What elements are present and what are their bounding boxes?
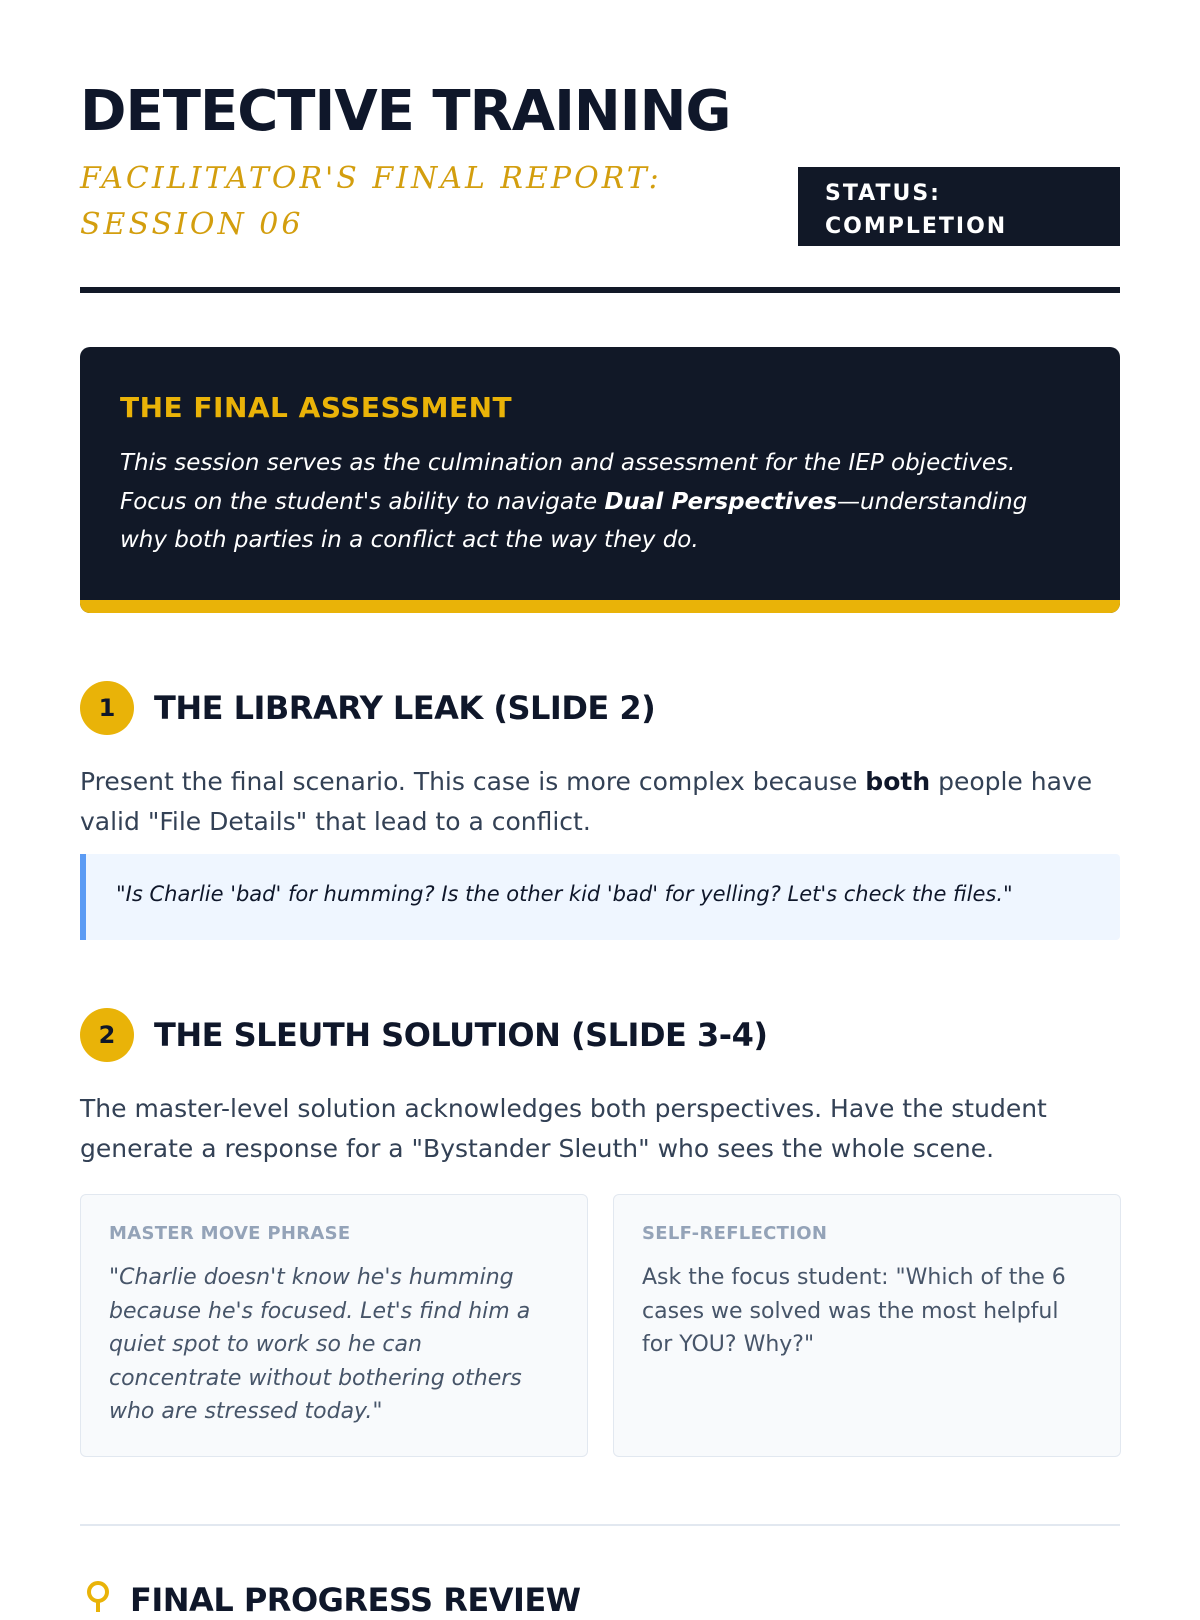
report-subtitle: FACILITATOR'S FINAL REPORT: SESSION 06 — [80, 161, 662, 242]
card-label: MASTER MOVE PHRASE — [109, 1223, 351, 1244]
assessment-text — [120, 444, 1080, 560]
magnifying-glass-icon — [84, 1580, 116, 1612]
header-divider — [80, 287, 1120, 293]
section-1-text-end: people have valid "File Details" that lead to a conflict. — [80, 767, 1093, 836]
status-label: STATUS: — [825, 181, 941, 206]
section-1-text — [80, 762, 1120, 842]
page-title: DETECTIVE TRAINING — [80, 79, 731, 144]
section-divider — [80, 1524, 1120, 1526]
section-1-text-start: Present the final scenario. This case is more complex because — [80, 767, 866, 796]
section-number-badge: 2 — [80, 1008, 134, 1062]
quote-text: "Is Charlie 'bad' for humming? Is the other kid 'bad' for yelling? Let's check the files." — [116, 882, 1013, 906]
self-reflection-card — [613, 1194, 1121, 1457]
card-label: SELF-REFLECTION — [642, 1223, 828, 1244]
facilitator-quote — [80, 854, 1120, 940]
final-assessment-callout — [80, 347, 1120, 613]
section-1-text-emphasis: both — [865, 767, 931, 796]
assessment-accent-bar — [80, 600, 1120, 613]
card-text: Ask the focus student: "Which of the 6 cases we solved was the most helpful for YOU? Why?" — [642, 1265, 1066, 1357]
section-2-text: The master-level solution acknowledges both perspectives. Have the student generate a response for a "Bystander Sleuth" who sees the whole scene. — [80, 1094, 1047, 1163]
card-text: "Charlie doesn't know he's humming because he's focused. Let's find him a quiet spot to work so he can concentrate without bothering others who are stressed today." — [109, 1265, 531, 1424]
master-move-phrase-card — [80, 1194, 588, 1457]
section-title-library-leak: THE LIBRARY LEAK (SLIDE 2) — [154, 689, 656, 727]
status-value: COMPLETION — [825, 214, 1008, 239]
assessment-text-end: —understanding why both parties in a conflict act the way they do. — [120, 488, 1028, 553]
assessment-text-start: This session serves as the culmination and assessment for the IEP objectives. Focus on the student's ability to navigate — [120, 450, 1016, 515]
status-badge — [798, 167, 1120, 246]
section-title-sleuth-solution: THE SLEUTH SOLUTION (SLIDE 3-4) — [154, 1016, 768, 1054]
final-progress-review-title: FINAL PROGRESS REVIEW — [130, 1581, 581, 1619]
section-number-badge: 1 — [80, 681, 134, 735]
assessment-text-emphasis: Dual Perspectives — [604, 488, 838, 515]
assessment-heading: THE FINAL ASSESSMENT — [120, 391, 513, 424]
